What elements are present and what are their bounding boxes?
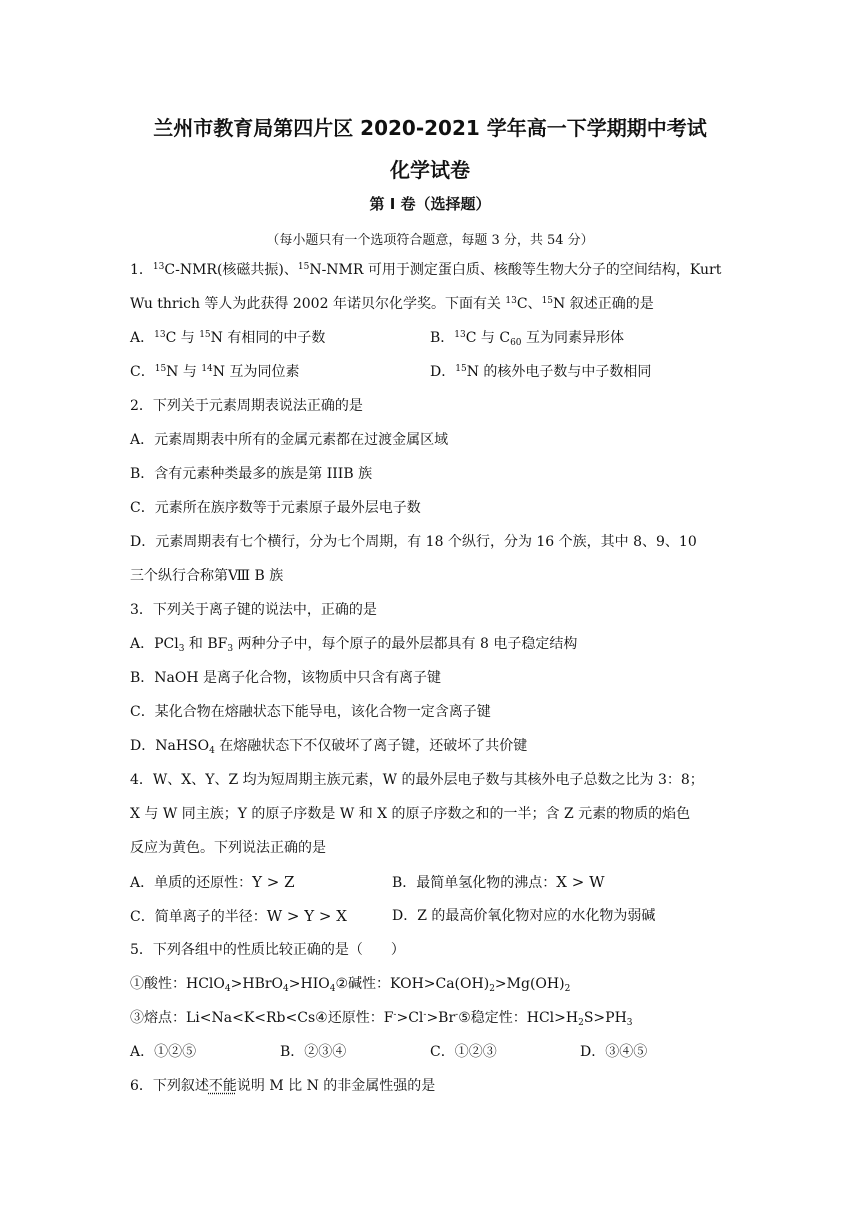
q1-stem-line1: 1．$^{13}$C-NMR(核磁共振)、$^{15}$N-NMR 可用于测定蛋白质、核酸等生物大分子的空间结构，Kurt	[130, 262, 722, 278]
q5-stem: 5．下列各组中的性质比较正确的是（ ）	[130, 942, 405, 958]
q1-option-b: B．$^{13}$C 与 $C_{60}$ 互为同素异形体	[430, 330, 624, 348]
q5-statements-line1: ①酸性：$HClO_4>HBrO_4>HIO_4②$碱性：$KOH>Ca(OH)_2>Mg(OH)_2$	[130, 976, 571, 994]
q5-statements-line2: ③熔点：Li<Na<K<Rb<Cs④还原性：F->Cl->Br-⑤稳定性：$HCl>H_2S>PH_3$	[130, 1010, 633, 1028]
q3-option-b: B．NaOH 是离子化合物，该物质中只含有离子键	[130, 670, 442, 686]
q2-option-b: B．含有元素种类最多的族是第 IIIB 族	[130, 466, 373, 482]
q2-option-d-line2: 三个纵行合称第Ⅷ B 族	[130, 568, 284, 584]
q4-option-d: D．Z 的最高价氧化物对应的水化物为弱碱	[392, 908, 656, 924]
q1-option-c: C．$^{15}$N 与 $^{14}$N 互为同位素	[130, 364, 300, 380]
exam-title: 兰州市教育局第四片区 2020-2021 学年高一下学期期中考试	[153, 116, 707, 140]
q5-option-d: D．③④⑤	[580, 1044, 648, 1060]
q3-option-a: A．PCl$_3$ 和 $BF_3$ 两种分子中，每个原子的最外层都具有 8 电子稳定结构	[130, 636, 578, 654]
q2-option-d-line1: D．元素周期表有七个横行，分为七个周期，有 18 个纵行，分为 16 个族，其中 8、9、10	[130, 534, 697, 550]
q6-stem: 6．下列叙述不能说明 M 比 N 的非金属性强的是	[130, 1078, 436, 1094]
q5-option-c: C．①②③	[430, 1044, 497, 1060]
q3-stem: 3．下列关于离子键的说法中，正确的是	[130, 602, 377, 618]
q4-option-c: C．简单离子的半径：W > Y > X	[130, 907, 347, 925]
q2-option-c: C．元素所在族序数等于元素原子最外层电子数	[130, 500, 421, 516]
q3-option-c: C．某化合物在熔融状态下能导电，该化合物一定含离子键	[130, 704, 491, 720]
section-instructions: （每小题只有一个选项符合题意，每题 3 分，共 54 分）	[266, 233, 594, 248]
q3-option-d: D．NaHSO$_4$ 在熔融状态下不仅破坏了离子键，还破坏了共价键	[130, 738, 528, 756]
q4-stem-line3: 反应为黄色。下列说法正确的是	[130, 840, 326, 856]
q4-stem-line2: X 与 W 同主族；Y 的原子序数是 W 和 X 的原子序数之和的一半；含 Z 元素的物质的焰色	[130, 806, 691, 822]
exam-subtitle: 化学试卷	[390, 158, 470, 182]
emphasis-text: 不能	[208, 1078, 237, 1094]
q1-option-d: D．$^{15}$N 的核外电子数与中子数相同	[430, 364, 652, 380]
q1-stem-line2: Wu thrich 等人为此获得 2002 年诺贝尔化学奖。下面有关 $^{13}$C、$^{15}$N 叙述正确的是	[130, 296, 654, 312]
q5-option-a: A．①②⑤	[130, 1044, 197, 1060]
q2-stem: 2．下列关于元素周期表说法正确的是	[130, 398, 363, 414]
q2-option-a: A．元素周期表中所有的金属元素都在过渡金属区域	[130, 432, 449, 448]
q5-option-b: B．②③④	[280, 1044, 347, 1060]
q4-option-a: A．单质的还原性：Y > Z	[130, 873, 295, 891]
q4-option-b: B．最简单氢化物的沸点：X > W	[392, 873, 605, 891]
q1-option-a: A．$^{13}$C 与 $^{15}$N 有相同的中子数	[130, 330, 326, 346]
q4-stem-line1: 4．W、X、Y、Z 均为短周期主族元素，W 的最外层电子数与其核外电子总数之比为 3：8；	[130, 772, 704, 788]
section-heading: 第 I 卷（选择题）	[369, 195, 491, 213]
